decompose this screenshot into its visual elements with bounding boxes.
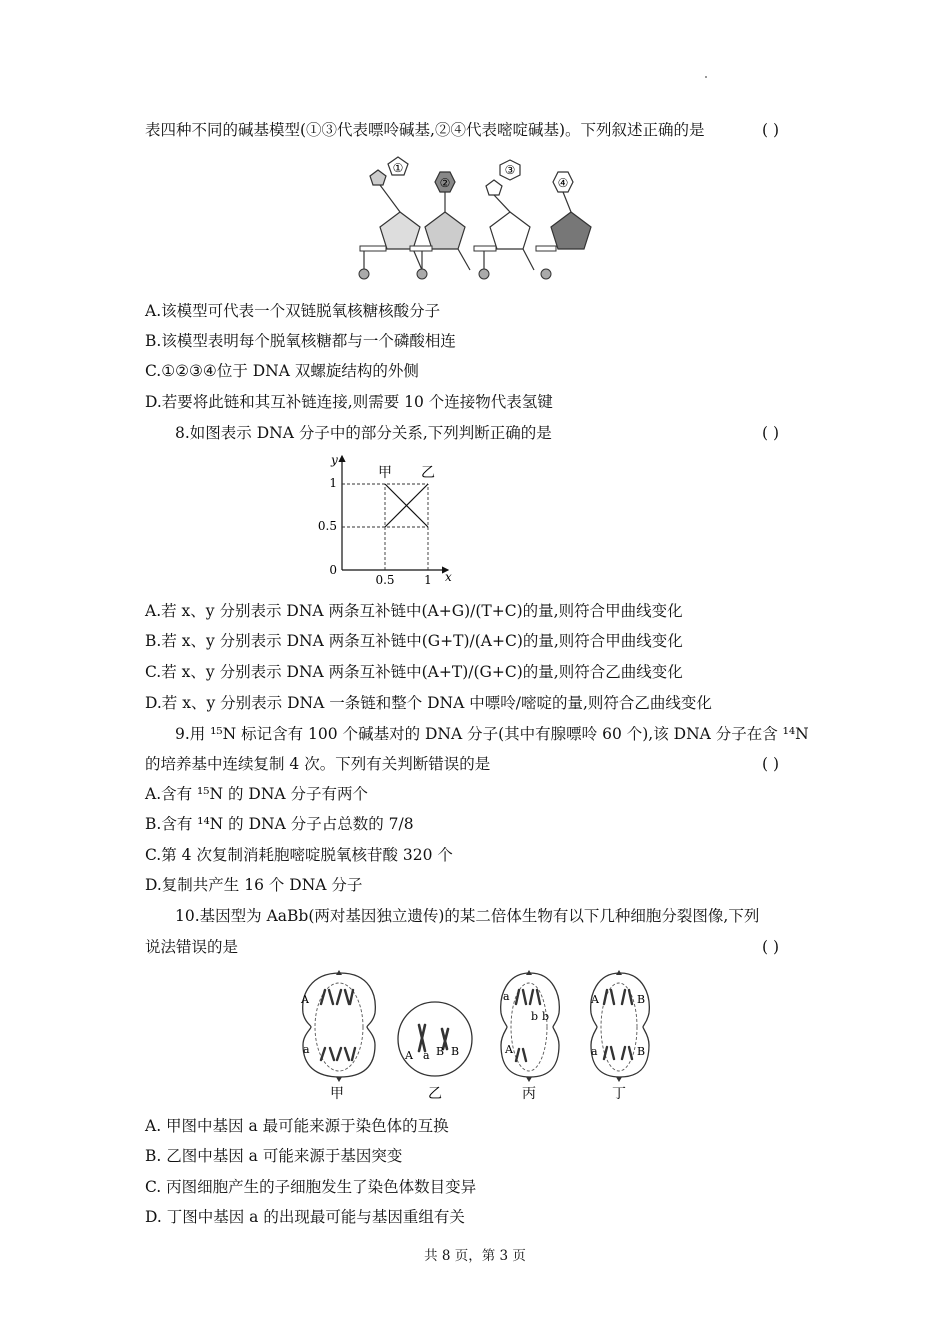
label-ding: 丁 — [612, 1086, 626, 1102]
base-label-1: ① — [392, 161, 404, 175]
curve-label-yi: 乙 — [421, 465, 435, 481]
nucleotide-4 — [536, 172, 591, 279]
x-tick-1: 1 — [424, 573, 432, 587]
q10-stem-line2: 说法错误的是 — [145, 938, 239, 956]
q8-stem: 8.如图表示 DNA 分子中的部分关系,下列判断正确的是 — [175, 424, 552, 442]
yi-gene-a: a — [423, 1049, 430, 1062]
bing-gene-b2: b — [542, 1010, 550, 1023]
cell-bing — [501, 970, 560, 1102]
cell-jia — [300, 970, 375, 1102]
label-jia: 甲 — [330, 1086, 344, 1102]
q8-option-d: D.若 x、y 分别表示 DNA 一条链和整个 DNA 中嘌呤/嘧啶的量,则符合乙曲线变化 — [145, 694, 712, 712]
q9-option-a: A.含有 ¹⁵N 的 DNA 分子有两个 — [145, 785, 369, 803]
cell-yi — [398, 1002, 472, 1102]
q7-stem: 表四种不同的碱基模型(①③代表嘌呤碱基,②④代表嘧啶碱基)。下列叙述正确的是 — [145, 121, 705, 139]
jia-gene-A: A — [301, 993, 309, 1006]
cell-division-diagrams — [295, 965, 665, 1105]
bing-gene-b1: b — [531, 1010, 539, 1023]
y-tick-0: 0 — [329, 563, 337, 577]
q9-stem-line2: 的培养基中连续复制 4 次。下列有关判断错误的是 — [145, 755, 491, 773]
q7-option-d: D.若要将此链和其互补链连接,则需要 10 个连接物代表氢键 — [145, 393, 553, 411]
bing-gene-a: a — [503, 990, 510, 1003]
q7-option-a: A.该模型可代表一个双链脱氧核糖核酸分子 — [145, 302, 441, 320]
q10-option-c: C. 丙图细胞产生的子细胞发生了染色体数目变异 — [145, 1178, 477, 1196]
q9-stem-line1: 9.用 ¹⁵N 标记含有 100 个碱基对的 DNA 分子(其中有腺嘌呤 60 个),该 DNA 分子在含 ¹⁴N — [175, 725, 809, 743]
q10-option-b: B. 乙图中基因 a 可能来源于基因突变 — [145, 1147, 403, 1165]
curve-label-jia: 甲 — [378, 465, 392, 481]
x-tick-0.5: 0.5 — [375, 573, 395, 587]
y-tick-1: 1 — [329, 476, 337, 490]
label-bing: 丙 — [522, 1086, 536, 1102]
q9-option-b: B.含有 ¹⁴N 的 DNA 分子占总数的 7/8 — [145, 815, 414, 833]
x-axis-label: x — [445, 570, 452, 584]
q10-option-a: A. 甲图中基因 a 最可能来源于染色体的互换 — [145, 1117, 449, 1135]
label-yi: 乙 — [428, 1086, 442, 1102]
yi-gene-A: A — [405, 1049, 413, 1062]
ding-gene-a: a — [591, 1045, 598, 1058]
q8-option-b: B.若 x、y 分别表示 DNA 两条互补链中(G+T)/(A+C)的量,则符合甲曲线变化 — [145, 632, 683, 650]
q8-answer-paren: ( ) — [762, 424, 780, 442]
nucleotide-chain-diagram — [350, 152, 610, 287]
nucleotide-1 — [359, 157, 422, 279]
base-label-4: ④ — [557, 176, 569, 190]
q9-answer-paren: ( ) — [762, 755, 780, 773]
q7-option-c: C.①②③④位于 DNA 双螺旋结构的外侧 — [145, 362, 419, 380]
jia-gene-a: a — [303, 1043, 310, 1056]
q10-answer-paren: ( ) — [762, 938, 780, 956]
q7-answer-paren: ( ) — [762, 121, 780, 139]
yi-gene-B1: B — [436, 1045, 445, 1058]
page-footer: 共 8 页，第 3 页 — [424, 1248, 526, 1264]
q9-option-d: D.复制共产生 16 个 DNA 分子 — [145, 876, 363, 894]
scan-dot — [705, 76, 707, 78]
yi-gene-B2: B — [451, 1045, 460, 1058]
ding-gene-A: A — [591, 993, 599, 1006]
cell-ding — [590, 970, 649, 1102]
ding-gene-B-bottom: B — [637, 1045, 646, 1058]
q10-option-d: D. 丁图中基因 a 的出现最可能与基因重组有关 — [145, 1208, 465, 1226]
y-tick-0.5: 0.5 — [317, 519, 337, 533]
base-label-3: ③ — [504, 163, 516, 177]
base-label-2: ② — [439, 176, 451, 190]
q8-graph — [315, 450, 460, 590]
q8-option-c: C.若 x、y 分别表示 DNA 两条互补链中(A+T)/(G+C)的量,则符合乙曲线变化 — [145, 663, 683, 681]
q10-stem-line1: 10.基因型为 AaBb(两对基因独立遗传)的某二倍体生物有以下几种细胞分裂图像,下列 — [175, 907, 760, 925]
nucleotide-3 — [474, 160, 534, 279]
y-axis-label: y — [331, 453, 338, 467]
q7-option-b: B.该模型表明每个脱氧核糖都与一个磷酸相连 — [145, 332, 456, 350]
q9-option-c: C.第 4 次复制消耗胞嘧啶脱氧核苷酸 320 个 — [145, 846, 453, 864]
ding-gene-B-top: B — [637, 993, 646, 1006]
bing-gene-A: A — [505, 1043, 513, 1056]
q8-option-a: A.若 x、y 分别表示 DNA 两条互补链中(A+G)/(T+C)的量,则符合甲曲线变化 — [145, 602, 683, 620]
